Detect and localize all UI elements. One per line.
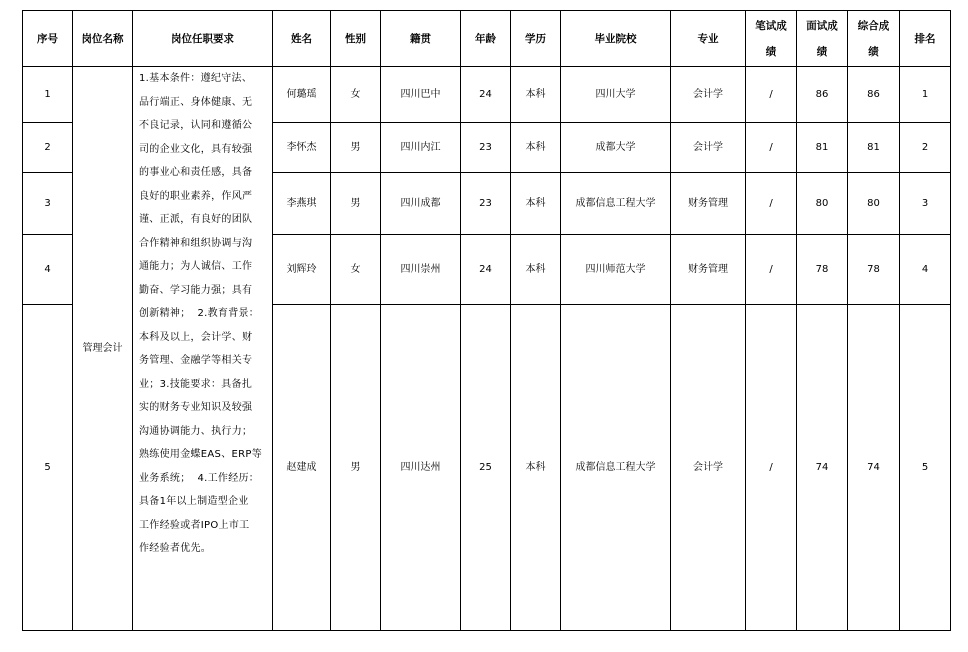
results-table bbox=[22, 10, 951, 631]
cell-name: 李怀杰 bbox=[273, 123, 331, 173]
cell-major: 会计学 bbox=[671, 67, 746, 123]
cell-rank: 5 bbox=[900, 305, 951, 631]
header-native: 籍贯 bbox=[381, 11, 461, 67]
cell-rank: 1 bbox=[900, 67, 951, 123]
cell-native: 四川内江 bbox=[381, 123, 461, 173]
cell-written: / bbox=[746, 305, 797, 631]
cell-education: 本科 bbox=[511, 173, 561, 235]
cell-position: 管理会计 bbox=[73, 67, 133, 631]
cell-education: 本科 bbox=[511, 305, 561, 631]
cell-education: 本科 bbox=[511, 67, 561, 123]
cell-age: 23 bbox=[461, 173, 511, 235]
header-name: 姓名 bbox=[273, 11, 331, 67]
cell-rank: 2 bbox=[900, 123, 951, 173]
cell-gender: 男 bbox=[331, 173, 381, 235]
cell-written: / bbox=[746, 235, 797, 305]
cell-total: 80 bbox=[848, 173, 900, 235]
cell-name: 赵建成 bbox=[273, 305, 331, 631]
cell-total: 74 bbox=[848, 305, 900, 631]
cell-school: 四川师范大学 bbox=[561, 235, 671, 305]
cell-no: 4 bbox=[23, 235, 73, 305]
header-rank: 排名 bbox=[900, 11, 951, 67]
cell-age: 24 bbox=[461, 235, 511, 305]
cell-name: 刘辉玲 bbox=[273, 235, 331, 305]
header-no: 序号 bbox=[23, 11, 73, 67]
cell-gender: 女 bbox=[331, 67, 381, 123]
cell-gender: 男 bbox=[331, 305, 381, 631]
cell-interview: 78 bbox=[797, 235, 848, 305]
header-requirements: 岗位任职要求 bbox=[133, 11, 273, 67]
cell-interview: 81 bbox=[797, 123, 848, 173]
cell-school: 四川大学 bbox=[561, 67, 671, 123]
cell-written: / bbox=[746, 123, 797, 173]
cell-education: 本科 bbox=[511, 235, 561, 305]
cell-native: 四川达州 bbox=[381, 305, 461, 631]
cell-school: 成都信息工程大学 bbox=[561, 305, 671, 631]
cell-total: 81 bbox=[848, 123, 900, 173]
cell-native: 四川巴中 bbox=[381, 67, 461, 123]
header-position: 岗位名称 bbox=[73, 11, 133, 67]
cell-age: 25 bbox=[461, 305, 511, 631]
cell-no: 3 bbox=[23, 173, 73, 235]
cell-name: 李燕琪 bbox=[273, 173, 331, 235]
cell-rank: 4 bbox=[900, 235, 951, 305]
cell-written: / bbox=[746, 67, 797, 123]
header-total: 综合成 绩 bbox=[848, 11, 900, 67]
cell-major: 财务管理 bbox=[671, 235, 746, 305]
cell-interview: 80 bbox=[797, 173, 848, 235]
header-age: 年龄 bbox=[461, 11, 511, 67]
cell-major: 会计学 bbox=[671, 123, 746, 173]
cell-interview: 74 bbox=[797, 305, 848, 631]
cell-rank: 3 bbox=[900, 173, 951, 235]
cell-requirements bbox=[133, 67, 273, 631]
header-row bbox=[23, 11, 951, 67]
cell-name: 何璐瑶 bbox=[273, 67, 331, 123]
cell-no: 5 bbox=[23, 305, 73, 631]
header-education: 学历 bbox=[511, 11, 561, 67]
cell-school: 成都信息工程大学 bbox=[561, 173, 671, 235]
cell-interview: 86 bbox=[797, 67, 848, 123]
cell-school: 成都大学 bbox=[561, 123, 671, 173]
cell-major: 财务管理 bbox=[671, 173, 746, 235]
cell-native: 四川崇州 bbox=[381, 235, 461, 305]
header-written: 笔试成 绩 bbox=[746, 11, 797, 67]
cell-no: 1 bbox=[23, 67, 73, 123]
cell-age: 23 bbox=[461, 123, 511, 173]
cell-total: 78 bbox=[848, 235, 900, 305]
header-interview: 面试成 绩 bbox=[797, 11, 848, 67]
cell-written: / bbox=[746, 173, 797, 235]
cell-native: 四川成都 bbox=[381, 173, 461, 235]
cell-age: 24 bbox=[461, 67, 511, 123]
cell-major: 会计学 bbox=[671, 305, 746, 631]
header-school: 毕业院校 bbox=[561, 11, 671, 67]
header-major: 专业 bbox=[671, 11, 746, 67]
cell-total: 86 bbox=[848, 67, 900, 123]
table-row bbox=[23, 67, 951, 123]
cell-education: 本科 bbox=[511, 123, 561, 173]
cell-gender: 女 bbox=[331, 235, 381, 305]
header-gender: 性别 bbox=[331, 11, 381, 67]
cell-no: 2 bbox=[23, 123, 73, 173]
cell-gender: 男 bbox=[331, 123, 381, 173]
requirements-text: 1.基本条件：遵纪守法、 品行端正、身体健康、无 不良记录，认同和遵循公 司的企业文化，具有较强 的事业心和责任感，具备 良好的职业素养，作风严 谨、正派，有良好的团队 合作精神和组织协调与沟 通能力；为人诚信、工作 勤奋、学习能力强；具有 创新精神； 2.教育背景： 本科及以上，会计学、财 务管理、金融学等相关专 业；3.技能要求：具备扎 实的财务专业知识及较强 沟通协调能力、执行力； 熟练使用金蝶EAS、ERP等 业务系统； 4.工作经历： 具备1年以上制造型企业 工作经验或者IPO上市工 作经验者优先。 bbox=[139, 73, 263, 554]
